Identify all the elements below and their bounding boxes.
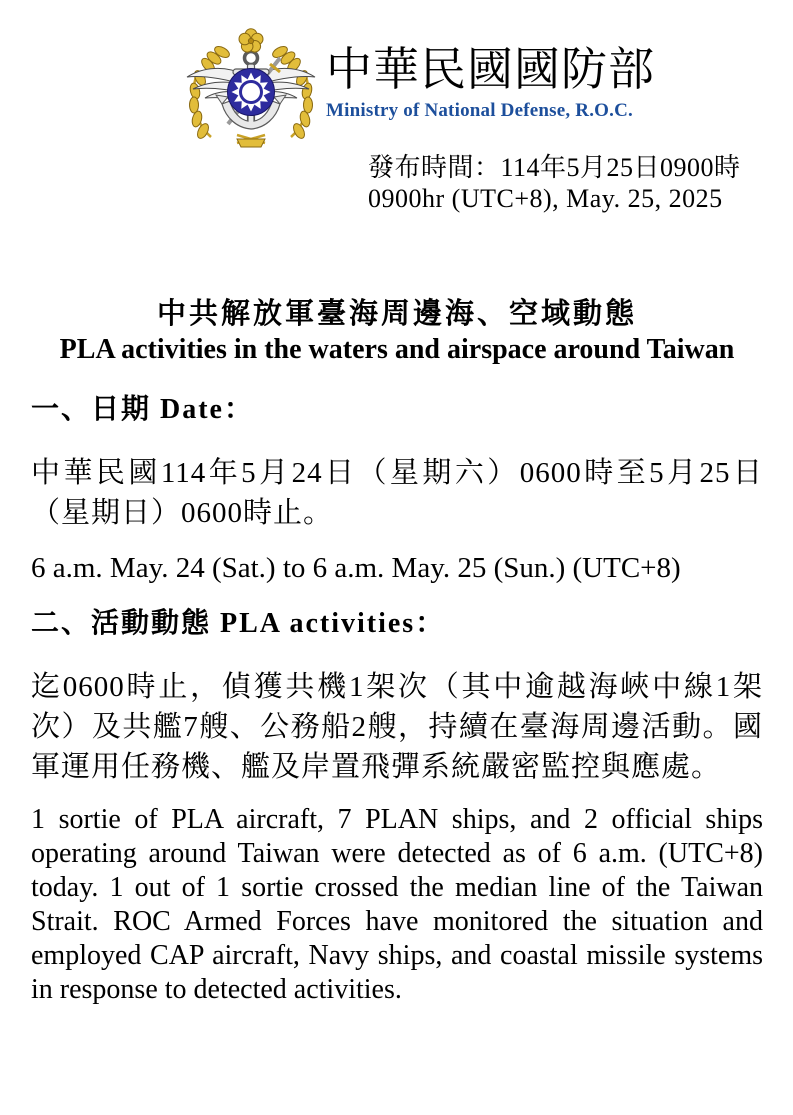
org-name-en: Ministry of National Defense, R.O.C. (326, 99, 633, 121)
org-name-zh: 中華民國國防部 (326, 44, 655, 95)
activities-paragraph-en: 1 sortie of PLA aircraft, 7 PLAN ships, and 2 official ships operating around Taiwan were detected as of 6 a.m. (UTC+8) today. 1 out of 1 sortie crossed the median line of the Taiwan Strait. ROC Armed Forces have monitored the situation and employed CAP aircraft, Navy ships, and coastal missile systems in response to detected activities. (31, 804, 763, 1005)
document-title-en: PLA activities in the waters and airspace around Taiwan (59, 334, 735, 365)
org-name-block (326, 44, 655, 122)
date-paragraph-zh: 中華民國114年5月24日（星期六）0600時至5月25日（星期日）0600時止。 (31, 457, 763, 529)
section-date-heading: 一、日期 Date： (31, 394, 254, 425)
release-time-block (368, 152, 741, 214)
release-time-en: 0900hr (UTC+8), May. 25, 2025 (368, 184, 723, 213)
document-body (31, 297, 763, 1007)
activities-paragraph-zh: 迄0600時止，偵獲共機1架次（其中逾越海峽中線1架次）及共艦7艘、公務船2艘，持續在臺海周邊活動。國軍運用任務機、艦及岸置飛彈系統嚴密監控與應處。 (31, 671, 763, 783)
release-time-zh: 發布時間：114年5月25日0900時 (368, 153, 741, 182)
plum-blossom (239, 29, 263, 52)
mnd-emblem-icon (181, 25, 321, 151)
date-paragraph-en: 6 a.m. May. 24 (Sat.) to 6 a.m. May. 25 (Sun.) (UTC+8) (31, 552, 681, 584)
document-title-zh: 中共解放軍臺海周邊海、空域動態 (156, 298, 637, 330)
section-activities-heading: 二、活動動態 PLA activities： (31, 608, 446, 639)
blue-sky-white-sun (228, 69, 275, 116)
wreath-ribbon (237, 139, 265, 147)
